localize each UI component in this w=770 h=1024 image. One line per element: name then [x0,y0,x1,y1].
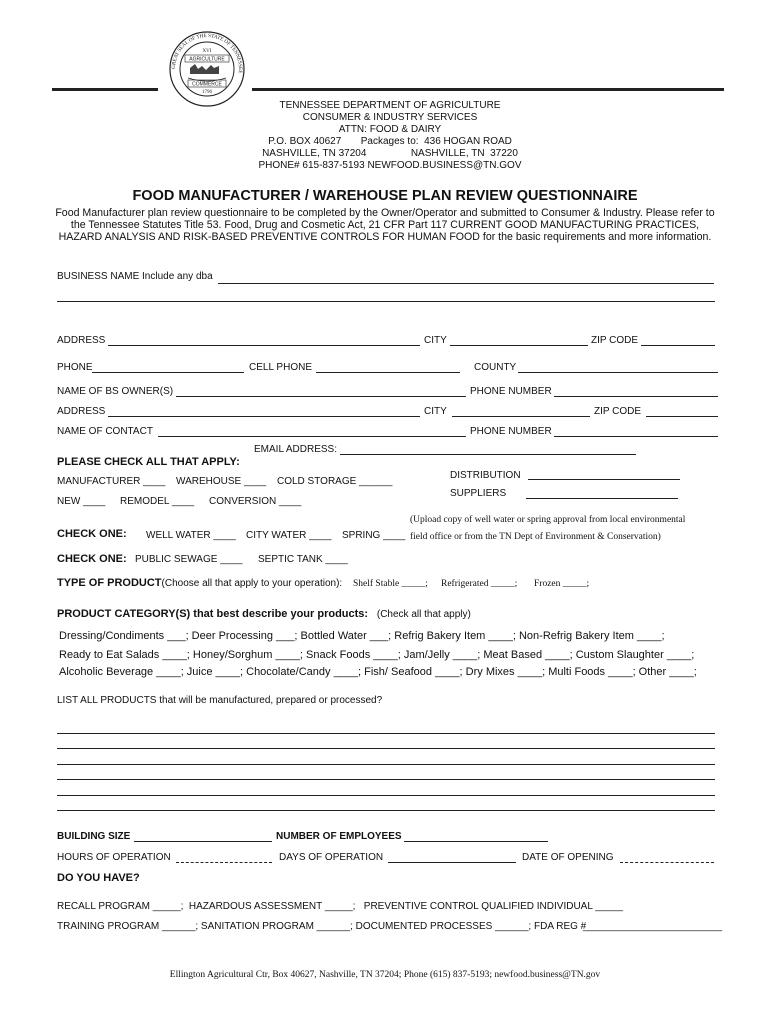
products-line[interactable] [57,810,715,811]
email-label: EMAIL ADDRESS: [254,444,337,455]
intro-paragraph: Food Manufacturer plan review questionnaire to be completed by the Owner/Operator and submitted to Consumer & Industry. Please refer to the Tennessee Statutes Title 53. Food, Drug and Cosmetic Act, 21 CFR Part 117 CURRENT GOOD MANUFACTURING PRACTICES, HAZARD ANALYSIS AND RISK-BASED PREVENTIVE CONTROLS FOR HUMAN FOOD for the basic requirements and more information. [55,207,715,244]
address2-field[interactable] [108,416,420,417]
business-name-field-2[interactable] [57,301,715,302]
manufacturer-option[interactable]: MANUFACTURER ____ [57,476,166,487]
phone-number-field[interactable] [554,396,718,397]
footer-address: Ellington Agricultural Ctr, Box 40627, Nashville, TN 37204; Phone (615) 837-5193; newfood.business@TN.gov [169,970,601,980]
business-name-field[interactable] [218,283,714,284]
zip2-field[interactable] [646,416,718,417]
type-of-product-heading: TYPE OF PRODUCT [57,577,162,589]
hours-label: HOURS OF OPERATION [57,852,171,863]
category-row-2[interactable]: Ready to Eat Salads ____; Honey/Sorghum ____; Snack Foods ____; Jam/Jelly ____; Meat Based ____; Custom Slaughter ____; [59,649,695,661]
address2-label: ADDRESS [57,406,106,417]
well-water-option[interactable]: WELL WATER ____ [146,530,236,541]
top-rule-right [252,88,724,91]
new-option[interactable]: NEW ____ [57,496,106,507]
distribution-label: DISTRIBUTION [450,470,521,481]
building-size-field[interactable] [134,841,272,842]
phone-number2-field[interactable] [554,436,718,437]
county-label: COUNTY [474,362,517,373]
state-seal-image [168,30,246,108]
city-label: CITY [424,335,447,346]
employees-field[interactable] [404,841,548,842]
address-field[interactable] [108,345,420,346]
zip-field[interactable] [641,345,715,346]
category-heading-row [57,608,471,620]
seal-band1: AGRICULTURE [189,56,225,63]
hours-field[interactable] [176,862,272,863]
contact-label: NAME OF CONTACT [57,426,153,437]
fda-reg-field[interactable]: _________________________ [583,921,723,932]
check-one-water-heading: CHECK ONE: [57,528,127,540]
header-line: NASHVILLE, TN 37204 NASHVILLE, TN 37220 [262,148,518,159]
header-line: PHONE# 615-837-5193 NEWFOOD.BUSINESS@TN.GOV [258,160,522,171]
owner-field[interactable] [176,396,466,397]
products-line[interactable] [57,733,715,734]
cold-storage-option[interactable]: COLD STORAGE ______ [277,476,393,487]
cell-field[interactable] [316,372,460,373]
seal-roman: XVI [202,49,212,54]
category-heading: PRODUCT CATEGORY(S) that best describe your products: [57,608,369,620]
header-line: CONSUMER & INDUSTRY SERVICES [302,112,478,123]
city2-field[interactable] [452,416,590,417]
suppliers-label: SUPPLIERS [450,488,507,499]
page-title: FOOD MANUFACTURER / WAREHOUSE PLAN REVIEW QUESTIONNAIRE [132,188,638,204]
header-line: P.O. BOX 40627 Packages to: 436 HOGAN ROAD [268,136,512,147]
phone-number2-label: PHONE NUMBER [470,426,552,437]
county-field[interactable] [518,372,718,373]
opening-field[interactable] [620,862,714,863]
owner-label: NAME OF BS OWNER(S) [57,386,174,397]
city-water-option[interactable]: CITY WATER ____ [246,530,332,541]
seal-band2: COMMERCE [192,81,222,88]
shelf-stable-option[interactable]: Shelf Stable _____; [353,579,428,589]
check-one-sewage-heading: CHECK ONE: [57,553,127,565]
seal-ring-text: GREAT SEAL OF THE STATE OF TENNESSEE [170,32,244,74]
employees-label: NUMBER OF EMPLOYEES [276,831,402,842]
contact-field[interactable] [158,436,466,437]
conversion-option[interactable]: CONVERSION ____ [209,496,302,507]
days-field[interactable] [388,862,516,863]
public-sewage-option[interactable]: PUBLIC SEWAGE ____ [135,554,243,565]
building-size-label: BUILDING SIZE [57,831,131,842]
city2-label: CITY [424,406,447,417]
phone-label: PHONE [57,362,93,373]
warehouse-option[interactable]: WAREHOUSE ____ [176,476,267,487]
zip-label: ZIP CODE [591,335,639,346]
phone-field[interactable] [92,372,244,373]
address-label: ADDRESS [57,335,106,346]
water-note-line1: (Upload copy of well water or spring approval from local environmental [410,515,686,525]
spring-option[interactable]: SPRING ____ [342,530,406,541]
phone-number-label: PHONE NUMBER [470,386,552,397]
header-line: ATTN: FOOD & DAIRY [338,124,442,135]
email-field[interactable] [340,454,636,455]
do-you-have-heading: DO YOU HAVE? [57,872,140,884]
products-line[interactable] [57,795,715,796]
category-row-1[interactable]: Dressing/Condiments ___; Deer Processing ___; Bottled Water ___; Refrig Bakery Item ____; Non-Refrig Bakery Item ____; [59,630,665,642]
seal-year: 1796 [202,90,212,95]
header-line: TENNESSEE DEPARTMENT OF AGRICULTURE [279,100,501,111]
products-line[interactable] [57,748,715,749]
suppliers-field[interactable] [526,498,678,499]
type-of-product-sub: (Choose all that apply to your operation): [161,578,343,589]
septic-tank-option[interactable]: SEPTIC TANK ____ [258,554,348,565]
water-note-line2: field office or from the TN Dept of Environment & Conservation) [410,532,661,542]
frozen-option[interactable]: Frozen _____; [534,579,590,589]
have-row-2[interactable]: TRAINING PROGRAM ______; SANITATION PROGRAM ______; DOCUMENTED PROCESSES ______; FDA REG # [57,921,587,932]
remodel-option[interactable]: REMODEL ____ [120,496,195,507]
city-field[interactable] [450,345,588,346]
category-sub: (Check all that apply) [376,609,471,620]
distribution-field[interactable] [528,479,680,480]
type-of-product-row [57,577,342,589]
zip2-label: ZIP CODE [594,406,642,417]
category-row-3[interactable]: Alcoholic Beverage ____; Juice ____; Chocolate/Candy ____; Fish/ Seafood ____; Dry Mixes ____; Multi Foods ____; Other ____; [59,666,697,678]
business-name-label: BUSINESS NAME Include any dba [57,271,213,282]
days-label: DAYS OF OPERATION [279,852,384,863]
top-rule-left [52,88,158,91]
refrigerated-option[interactable]: Refrigerated _____; [441,579,518,589]
opening-label: DATE OF OPENING [522,852,614,863]
have-row-1[interactable]: RECALL PROGRAM _____; HAZARDOUS ASSESSMENT _____; PREVENTIVE CONTROL QUALIFIED INDIVIDUAL _____ [57,901,624,912]
products-line[interactable] [57,764,715,765]
products-line[interactable] [57,779,715,780]
cell-label: CELL PHONE [249,362,312,373]
check-all-heading: PLEASE CHECK ALL THAT APPLY: [57,456,240,468]
products-list-label: LIST ALL PRODUCTS that will be manufactured, prepared or processed? [57,695,383,706]
